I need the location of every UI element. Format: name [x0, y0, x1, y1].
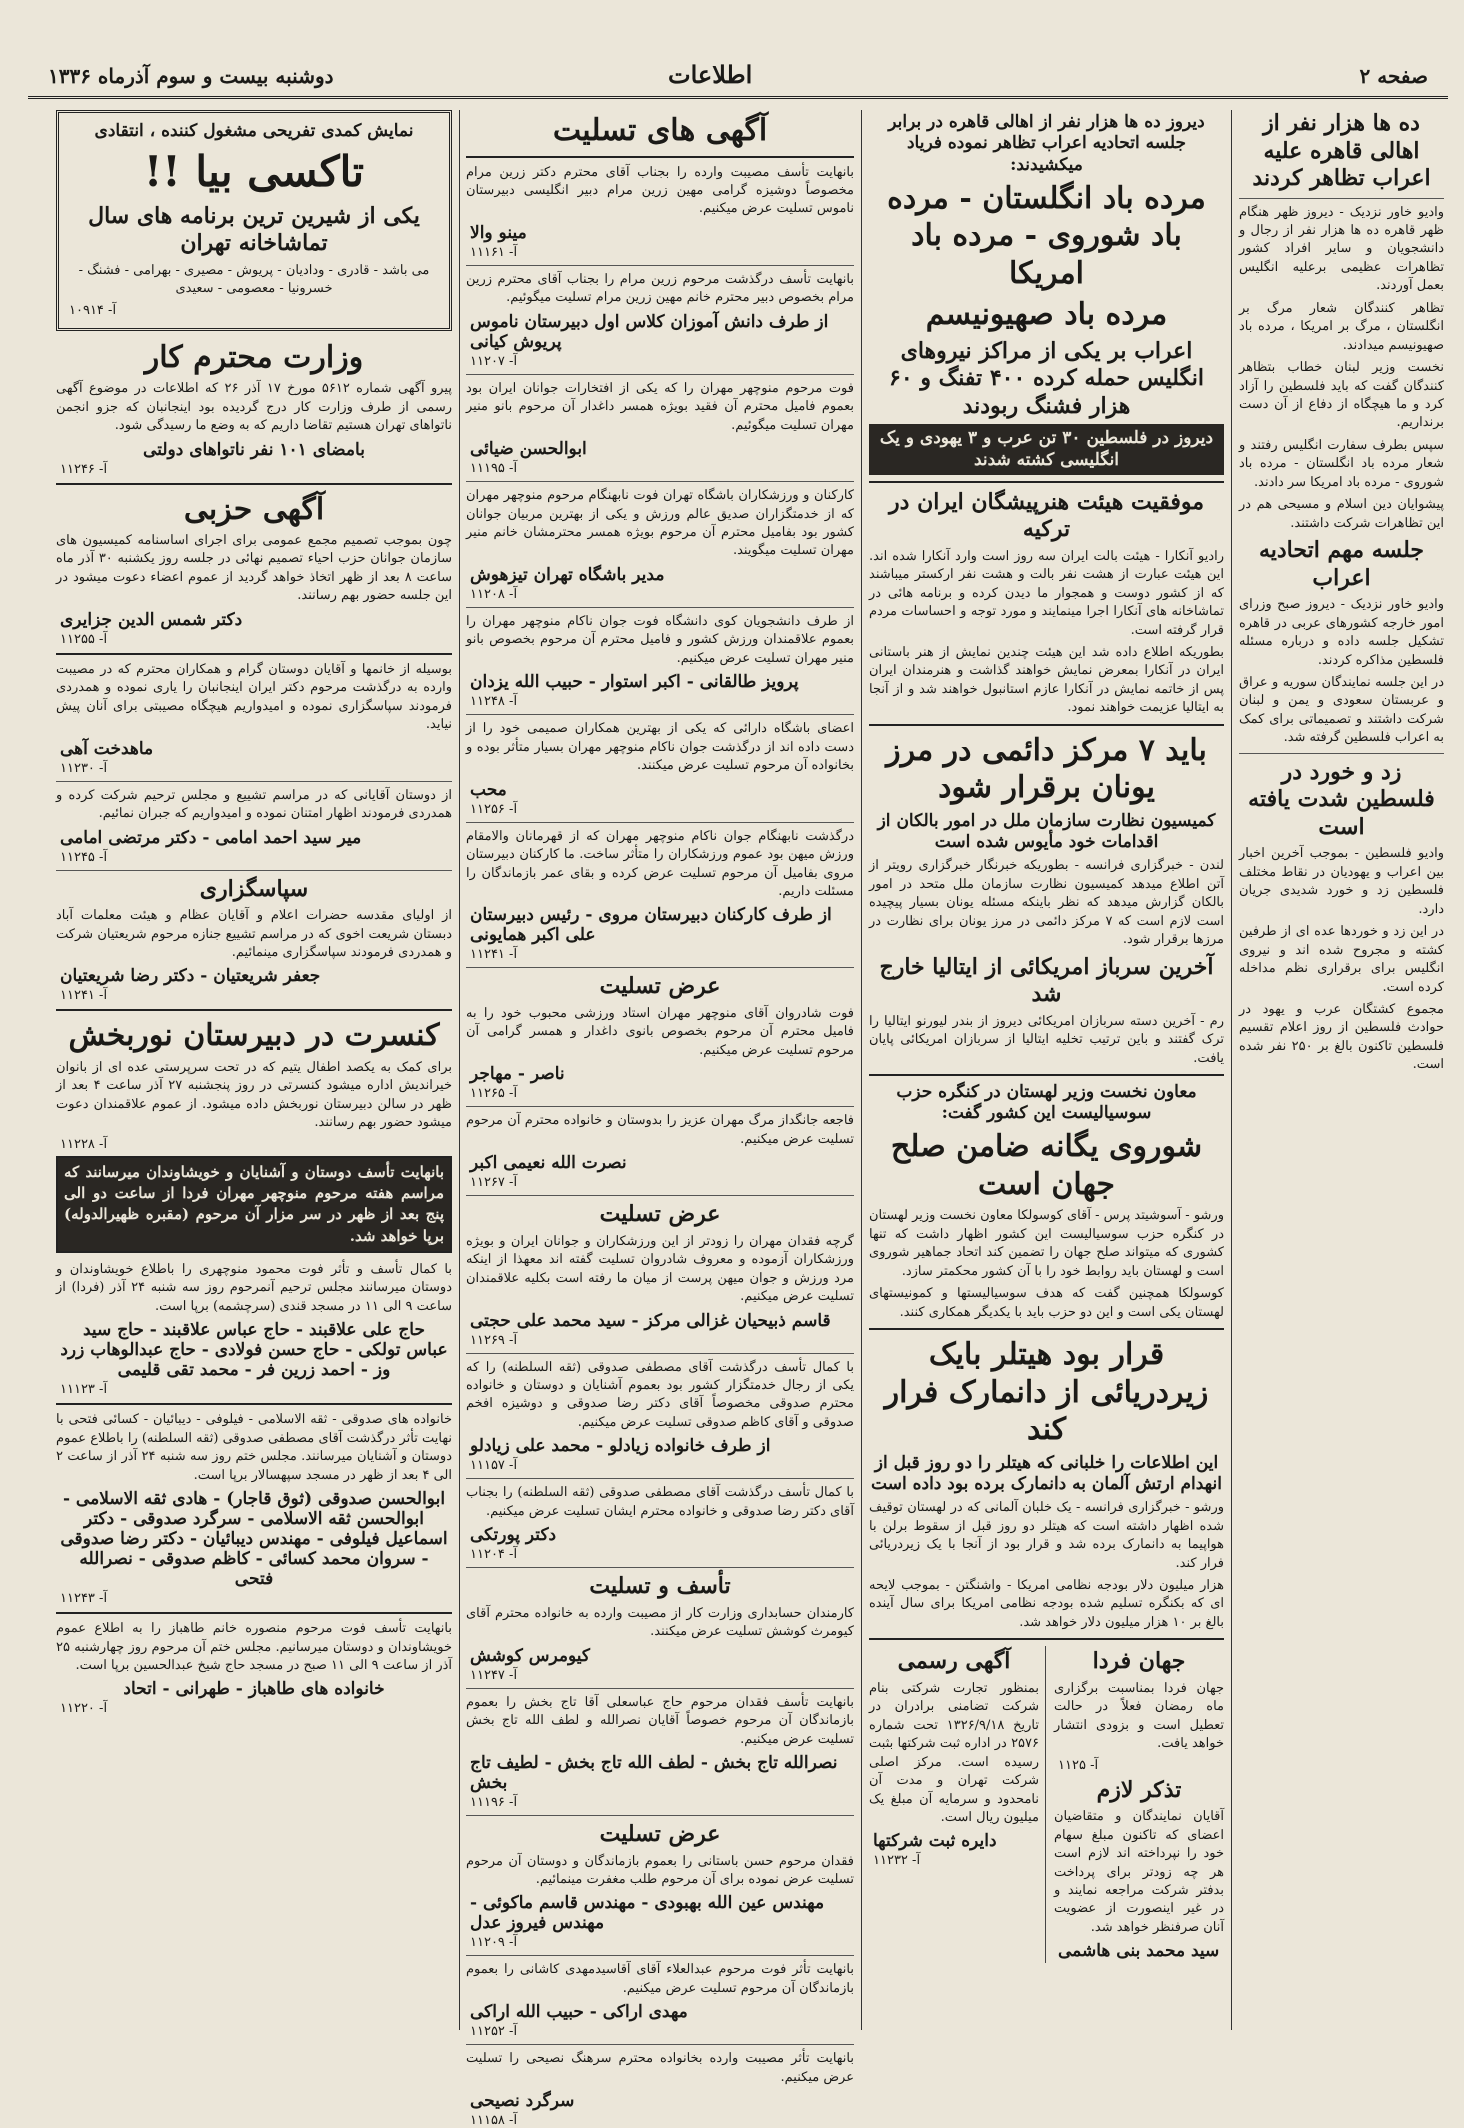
divider: [466, 156, 854, 158]
notice-title: تذکر لازم: [1096, 1776, 1182, 1803]
notice-title: آگهی رسمی: [897, 1648, 1011, 1675]
ad-text: بانهایت تأسف درگذشت مرحوم زرین مرام را بجناب آقای محترم زرین مرام بخصوص دبیر محترم خانم مهین زرین مرام تسلیت میگوئیم.: [466, 271, 854, 306]
ad-code: آ- ۱۱۲۰۹: [470, 1935, 518, 1951]
theatre-subtitle: یکی از شیرین ترین برنامه های سال تماشاخانه تهران: [88, 202, 420, 257]
signature: ناصر - مهاجر: [470, 1064, 565, 1085]
ad-code: آ- ۱۱۲۶۵: [470, 1086, 518, 1102]
theatre-kicker: نمایش کمدی تفریحی مشغول کننده ، انتقادی: [94, 121, 414, 141]
ad-code: آ- ۱۱۲۳۲: [873, 1853, 921, 1869]
signature: از طرف کارکنان دبیرستان مروی - رئیس دبیرستان علی اکبر همایونی: [470, 905, 832, 946]
ad-text: از طرف دانشجویان کوی دانشگاه فوت جوان ناکام منوچهر مهران را بعموم علاقمندان ورزش کشور و فامیل محترم آن مرحوم بخصوص بانو منیر مهران تسلیت عرض میکنیم.: [466, 613, 854, 666]
ad-text: با کمال تأسف درگذشت آقای مصطفی صدوقی (ثقه السلطنه) را که یکی از رجال خدمتگزار کشور بود بعموم آشنایان و دوستان و خانواده محترم صدوقی مخصوصاً آقای دکتر رضا صدوقی و دوشیزه افخم صدوقی و آقای کاظم صدوقی تسلیت عرض میکنیم.: [466, 1359, 854, 1430]
memorial-text: بانهایت تأسف دوستان و آشنایان و خویشاوندان میرسانند که مراسم هفته مرحوم منوچهر مهران فردا از ساعت دو الی پنج بعد از ظهر در سر مزار آن مرحوم (مقبره ظهیرالدوله) برپا خواهد شد.: [64, 1162, 444, 1245]
divider: [466, 265, 854, 266]
headline-deck: دیروز در فلسطین ۳۰ تن عرب و ۳ یهودی و یک انگلیسی کشته شدند: [869, 424, 1224, 475]
signature: از طرف دانش آموزان کلاس اول دبیرستان ناموس پریوش کیانی: [470, 311, 829, 352]
divider: [869, 1328, 1224, 1330]
newspaper-name: اطلاعات: [668, 60, 753, 89]
notice-title: وزارت محترم کار: [144, 339, 364, 375]
ad-code: آ- ۱۱۱۵۷: [470, 1458, 518, 1474]
ad-text: فقدان مرحوم حسن باستانی را بعموم بازماندگان و دوستان آن مرحوم تسلیت عرض نموده برای آن مرحوم طلب مغفرت مینمائیم.: [466, 1853, 854, 1887]
signature: ابوالحسن صدوقی (ثوق قاجار) - هادی ثقه الاسلامی - ابوالحسن ثقه الاسلامی - سرگرد صدوقی - دکتر اسماعیل فیلوفی - مهندس دیبائیان - دکتر رضا صدوقی - سروان محمد کسائی - کاظم صدوقی - نصرالله فتحی: [60, 1489, 448, 1590]
signature: جعفر شریعتیان - دکتر رضا شریعتیان: [60, 966, 321, 987]
signature: کیومرس کوشش: [470, 1645, 590, 1666]
ad-code: آ- ۱۱۲۴۶: [60, 461, 108, 477]
paragraph: چون بموجب تصمیم مجمع عمومی برای اجرای اساسنامه کمیسیون های سازمان جوانان حزب احیاء تصمیم نهائی در جلسه روز یکشنبه ۳۰ آذر ماه ساعت ۸ بعد از ظهر اتخاذ خواهد گردید از عموم اعضاء دعوت میشود در این جلسه حضور بهم رسانند.: [56, 533, 453, 604]
paragraph: هزار میلیون دلار بودجه نظامی امریکا - واشنگتن - بموجب لایحه ای که بکنگره تسلیم شده بودجه نظامی امریکا برای سال آینده بالغ بر ۱۰ هزار میلیون دلار خواهد شد.: [869, 1577, 1224, 1630]
divider: [466, 822, 854, 823]
signature: نصرت الله نعیمی اکبر: [470, 1153, 627, 1174]
ad-text: بانهایت تأسف فقدان مرحوم حاج عباسعلی آقا تاج بخش را بعموم بازماندگان آن مرحوم خصوصاً آقایان نصرالله و لطف الله تاج بخش تسلیت عرض میکنیم.: [466, 1694, 854, 1747]
signature: مدیر باشگاه تهران تیزهوش: [470, 564, 665, 585]
signature: مینو والا: [470, 222, 527, 243]
ad-code: آ- ۱۱۲۰۷: [470, 353, 518, 369]
cairo-headline: ده ها هزار نفر از اهالی قاهره علیه اعراب تظاهر کردند: [1252, 110, 1431, 191]
ad-code: آ- ۱۱۲۴۷: [470, 1667, 518, 1683]
ad-code: آ- ۱۱۱۶۱: [470, 244, 518, 260]
paragraph: پیرو آگهی شماره ۵۶۱۲ مورخ ۱۷ آذر ۲۶ که اطلاعات در موضوع آگهی رسمی از طرف وزارت کار درج گردیده بود اینجانبان که جزو انجمن ناتواهای تهران هستیم تقاضا داریم که به وضع ما رسیدگی شود.: [56, 381, 452, 434]
divider: [466, 374, 854, 375]
story-deck: کمیسیون نظارت سازمان ملل در امور بالکان از اقدامات خود مأیوس شده است: [877, 810, 1216, 853]
ad-title: عرض تسلیت: [599, 1821, 721, 1848]
signature: دکتر شمس الدین جزایری: [60, 609, 243, 630]
notice: [869, 1646, 1046, 1963]
signature: ابوالحسن ضیائی: [470, 439, 587, 460]
divider: [869, 1638, 1224, 1640]
signature: سرگرد نصیحی: [470, 2091, 575, 2112]
paragraph: لندن - خبرگزاری فرانسه - بطوریکه خبرنگار خبرگزاری رویتر از آتن اطلاع میدهد کمیسیون نظارت سازمان ملل متحد در امور بالکان گزارش میدهد که نظر باینکه مسئله یونان بسیار پیچیده است لازم است که ۷ مرکز دائمی در مرز یونان برای نظارت در مرزها برقرار شود.: [869, 858, 1224, 948]
divider: [466, 2044, 854, 2045]
signature: دکتر پورتکی: [470, 1525, 557, 1546]
story-title: آخرین سرباز امریکائی از ایتالیا خارج شد: [879, 953, 1214, 1008]
divider: [466, 1688, 854, 1689]
paragraph: بوسیله از خانمها و آقایان دوستان گرام و همکاران محترم که در مصیبت وارده به درگذشت مرحوم دکتر ایران اینجانبان را یاری نموده و همدردی فرمودند سپاسگزاری نموده و امیدواریم هیچگاه مصیبتی برای آنان پیش نیاید.: [56, 661, 452, 733]
subheading: جلسه مهم اتحادیه اعراب: [1258, 537, 1425, 591]
paragraph: وادیو خاور نزدیک - دیروز ظهر هنگام ظهر قاهره ده ها هزار نفر از رجال و دانشجویان و سایر افراد کشور تظاهرات عظیمی برعلیه انگلیس بعمل آوردند.: [1239, 204, 1444, 294]
paragraph: وادیو فلسطین - بموجب آخرین اخبار بین اعراب و یهودیان در نقاط مختلف فلسطین زد و خورد شدیدی جریان دارد.: [1239, 846, 1444, 917]
notice-title: سپاسگزاری: [199, 875, 309, 902]
theatre-ad: [56, 110, 452, 331]
column-divider: [459, 110, 460, 2030]
notice-title: کنسرت در دبیرستان نوربخش: [68, 1018, 440, 1054]
ad-title: عرض تسلیت: [599, 973, 721, 1000]
main-headline-3: اعراب بر یکی از مراکز نیروهای انگلیس حمله کرده ۴۰۰ تفنگ و ۶۰ هزار فشنگ ربودند: [889, 337, 1204, 419]
notice: [1054, 1646, 1224, 1963]
ad-title: عرض تسلیت: [599, 1201, 721, 1228]
notices-column: [56, 110, 452, 2030]
paragraph: بمنظور تجارت شرکتی بنام شرکت تضامنی برادران در تاریخ ۱۳۲۶/۹/۱۸ تحت شماره ۲۵۷۶ در اداره ثبت شرکتها بثبت رسیده است. مرکز اصلی شرکت تهران و مدت آن نامحدود و سرمایه آن مبلغ یک میلیون ریال است.: [869, 1680, 1040, 1826]
notice-title: آگهی حزبی: [183, 491, 325, 527]
divider: [466, 967, 854, 968]
paragraph: کوسولکا همچنین گفت که هدف سوسیالیستها و کمونیستهای لهستان یکی است و این دو حزب باید با یکدیگر همکاری کنند.: [869, 1286, 1224, 1320]
paragraph: سپس بطرف سفارت انگلیس رفتند و شعار مرده باد انگلستان - مرده باد شوروی - مرده باد امریکا سر دادند.: [1239, 437, 1444, 490]
divider: [56, 1612, 452, 1614]
main-headline: مرده باد انگلستان - مرده باد شوروی - مرده باد امریکا: [887, 180, 1206, 291]
paragraph: نخست وزیر لبنان خطاب بتظاهر کنندگان گفت که باید فلسطین را آزاد کرد و ما هیچگاه از دفاع از آن دست برنداریم.: [1239, 360, 1444, 431]
signature: سید محمد بنی هاشمی: [1058, 1941, 1220, 1962]
divider: [466, 714, 854, 715]
ad-code: آ- ۱۰۹۱۴: [69, 302, 117, 318]
signature: بامضای ۱۰۱ نفر ناتواهای دولتی: [143, 439, 365, 460]
notice-row: [869, 1646, 1224, 1963]
story-title: قرار بود هیتلر بایک زیردریائی از دانمارک فرار کند: [884, 1337, 1209, 1448]
paragraph: ورشو - آسوشیتد پرس - آقای کوسولکا معاون نخست وزیر لهستان در کنگره حزب سوسیالیست این کشور اظهار داشت که تنها کشوری که میتواند صلح جهان را تضمین کند اتحاد جماهیر شوروی است و لهستان باید روابط خود را با آن کشور محکمتر سازد.: [868, 1208, 1224, 1279]
story-title: باید ۷ مرکز دائمی در مرز یونان برقرار شود: [886, 732, 1207, 806]
divider: [1239, 753, 1444, 754]
ad-code: آ- ۱۱۲۵۶: [470, 801, 518, 817]
ad-code: آ- ۱۱۲۲۰: [60, 1701, 108, 1717]
news-column-main: [869, 110, 1224, 2030]
paragraph: برای کمک به یکصد اطفال یتیم که در تحت سرپرستی عده ای از بانوان خیراندیش اداره میشود کنسرتی در روز پنجشنبه ۲۷ آذر ساعت ۴ بعد از ظهر در سالن دبیرستان نوربخش داده میشود. از عموم علاقمندان دعوت میشود حضور بهم رسانند.: [56, 1059, 453, 1131]
ad-text: درگذشت نابهنگام جوان ناکام منوچهر مهران که از قهرمانان والامقام ورزش میهن بود عموم ورزشکاران را متأثر ساخت. ما کارکنان دبیرستان مروی بفامیل آن مرحوم تسلیت عرض کرده و بقای عمر بازماندگان را مسئلت داریم.: [466, 828, 854, 900]
signature: پرویز طالقانی - اکبر استوار - حبیب الله یزدان: [470, 672, 799, 693]
paragraph: بانهایت تأسف فوت مرحوم منصوره خانم طاهباز را به اطلاع عموم خویشاوندان و دوستان میرسانیم. مجلس ختم آن مرحوم روز چهارشنبه ۲۵ آذر از ساعت ۹ الی ۱۱ صبح در مسجد حاج شیخ عبدالحسین برپا است.: [56, 1621, 452, 1673]
ad-title: تأسف و تسلیت: [589, 1573, 731, 1600]
divider: [56, 483, 452, 485]
divider: [56, 1009, 452, 1011]
notice-title: جهان فردا: [1092, 1648, 1186, 1675]
paragraph: آقایان نمایندگان و متقاضیان اعضای که تاکنون مبلغ سهام خود را نپرداخته اند لازم است هر چه زودتر برای پرداخت بدفتر شرکت مراجعه نمایند و در غیر اینصورت از عضویت آنان صرفنظر خواهد شد.: [1054, 1809, 1224, 1935]
masthead: [28, 56, 1448, 99]
ad-code: آ- ۱۱۲۶۹: [470, 1332, 518, 1348]
ad-text: اعضای باشگاه دارائی که یکی از بهترین همکاران صمیمی خود را از دست داده اند از درگذشت جوان ناکام منوچهر مهران بسیار متأثر بوده و بخانواده آن مرحوم تسلیت عرض میکنند.: [466, 721, 854, 774]
condolence-column: [466, 110, 854, 2128]
ad-text: گرچه فقدان مهران را زودتر از این ورزشکاران و جوانان ایران و بویژه ورزشکاران آزموده و معروف شادروان تسلیت گفته اند معهذا از اینکه مرد ورزش و جوان میهن پرست از میان ما رفته است بکلیه علاقمندان تسلیت عرض میکنیم.: [466, 1233, 854, 1305]
divider: [1239, 198, 1444, 199]
paragraph: بطوریکه اطلاع داده شد این هیئت چندین نمایش از هنر باستانی ایران در آنکارا بمعرض نمایش خواهند گذاشت و هنرمندان ایران پس از خاتمه نمایش در آنکارا عازم استانبول خواهند شد و از آنجا به ایتالیا عزیمت خواهند نمود.: [869, 645, 1224, 716]
theatre-title: تاکسی بیا !!: [143, 147, 365, 197]
main-headline-2: مرده باد صهیونیسم: [925, 297, 1168, 333]
paragraph: پیشوایان دین اسلام و مسیحی هم در این تظاهرات شرکت داشتند.: [1239, 497, 1444, 531]
paragraph: در این زد و خوردها عده ای از طرفین کشته و مجروح شده اند و نیروی انگلیس برای برقراری نظم مداخله کرده است.: [1239, 924, 1444, 995]
divider: [466, 481, 854, 482]
ad-code: آ- ۱۱۲۴۱: [60, 988, 108, 1004]
divider: [466, 1478, 854, 1479]
ad-code: آ- ۱۱۲۴۵: [60, 849, 108, 865]
ad-code: آ- ۱۱۲۶۷: [470, 1175, 518, 1191]
signature: مهدی اراکی - حبیب الله اراکی: [470, 2002, 688, 2023]
news-column-cairo: [1239, 110, 1444, 2030]
ad-text: کارمندان حسابداری وزارت کار از مصیبت وارده به خانواده محترم آقای کیومرث کوشش تسلیت عرض میکنند.: [466, 1605, 854, 1640]
signature: خانواده های طاهباز - طهرانی - اتحاد: [123, 1679, 385, 1700]
divider: [56, 1403, 452, 1405]
ad-code: آ- ۱۱۲۰۸: [470, 586, 518, 602]
divider: [466, 607, 854, 608]
paragraph: با کمال تأسف و تأثر فوت محمود منوچهری را باطلاع خویشاوندان و دوستان میرسانند مجلس ترحیم آنمرحوم روز سه شنبه ۲۴ آذر (فردا) از ساعت ۹ الی ۱۱ در مسجد قندی (سرچشمه) برپا است.: [56, 1261, 452, 1314]
divider: [56, 653, 452, 655]
headline-kicker: دیروز ده ها هزار نفر از اهالی قاهره در برابر جلسه اتحادیه اعراب تظاهر نموده فریاد میکشیدند:: [888, 112, 1205, 175]
paragraph: رادیو آنکارا - هیئت بالت ایران سه روز است وارد آنکارا شده اند. این هیئت عبارت از هشت نفر بالت و هشت نفر ارکستر میباشند که از کشور دوست و همجوار ما دیدن کرده و برنامه هائی در تماشاخانه های آنکارا اجرا مینمایند و مورد توجه و احساسات مردم قرار گرفته است.: [869, 548, 1224, 638]
paragraph: مجموع کشتگان عرب و یهود در حوادث فلسطین از روز اعلام تقسیم فلسطین تاکنون بالغ بر ۲۵۰ نفر شده است.: [1239, 1001, 1444, 1073]
ad-text: بانهایت تأثر مصیبت وارده بخانواده محترم سرهنگ نصیحی را تسلیت عرض میکنیم.: [466, 2051, 854, 2085]
memorial-notice: [56, 1156, 452, 1253]
signature: محب: [470, 779, 507, 800]
ad-code: آ- ۱۱۱۲۳: [60, 1382, 108, 1398]
signature: ماهدخت آهی: [60, 738, 154, 759]
ad-code: آ- ۱۱۲۵: [1058, 1757, 1099, 1773]
ad-code: آ- ۱۱۱۹۵: [470, 461, 518, 477]
signature: نصرالله تاج بخش - لطف الله تاج بخش - لطیف تاج بخش: [470, 1753, 838, 1794]
divider: [869, 724, 1224, 726]
paragraph: از دوستان آقایانی که در مراسم تشییع و مجلس ترحیم شرکت کرده و همدردی فرمودند اظهار امتنان نموده و امیدواریم که جبران نمائیم.: [56, 787, 452, 822]
story-deck: این اطلاعات را خلبانی که هیتلر را دو روز قبل از انهدام ارتش آلمان به دانمارک برده بود داده است: [871, 1452, 1222, 1494]
ad-code: آ- ۱۱۲۵۲: [470, 2024, 518, 2040]
paragraph: وادیو خاور نزدیک - دیروز صبح وزرای امور خارجه کشورهای عربی در قاهره تشکیل جلسه داده و درباره مسئله فلسطین مذاکره کردند.: [1239, 597, 1444, 668]
signature: دایره ثبت شرکتها: [873, 1831, 997, 1852]
paragraph: تظاهر کنندگان شعار مرگ بر انگلستان ، مرگ بر امریکا ، مرده باد صهیونیسم میدادند.: [1239, 300, 1444, 353]
section-title: آگهی های تسلیت: [552, 113, 768, 148]
ad-code: آ- ۱۱۲۴۳: [60, 1591, 108, 1607]
issue-date: دوشنبه بیست و سوم آذرماه ۱۳۳۶: [48, 64, 334, 88]
divider: [466, 1567, 854, 1568]
divider: [466, 1353, 854, 1354]
story-kicker: معاون نخست وزیر لهستان در کنگره حزب سوسیالیست این کشور گفت:: [896, 1081, 1197, 1124]
ad-code: آ- ۱۱۲۴۸: [470, 694, 518, 710]
divider: [466, 1106, 854, 1107]
story-title: شوروی یگانه ضامن صلح جهان است: [890, 1129, 1203, 1202]
paragraph: خانواده های صدوقی - ثقه الاسلامی - فیلوفی - دیبائیان - کسائی فتحی با نهایت تأثر درگذشت آقای مصطفی صدوقی (ثقه السلطنه) را باطلاع عموم دوستان و آشنایان میرسانند. مجلس ختم روز سه شنبه ۲۴ آذر از ساعت ۲ الی ۴ بعد از ظهر در مسجد سپهسالار برپا است.: [56, 1412, 452, 1483]
divider: [869, 1074, 1224, 1076]
signature: از طرف خانواده زیادلو - محمد علی زیادلو: [470, 1436, 771, 1457]
story-title: موفقیت هیئت هنرپیشگان ایران در ترکیه: [889, 488, 1204, 543]
theatre-cast: می باشد - قادری - ودادیان - پریوش - مصیری - بهرامی - فشنگ - خسرونیا - معصومی - سعیدی: [78, 262, 430, 297]
subheading: زد و خورد در فلسطین شدت یافته است: [1248, 758, 1435, 840]
ad-text: بانهایت تأسف مصیبت وارده را بجناب آقای محترم دکتر زرین مرام مخصوصاً دوشیزه گرامی مهین زرین مرام دبیر انگلیسی دبیرستان ناموس تسلیت عرض میکنیم.: [466, 164, 854, 217]
ad-text: فوت مرحوم منوچهر مهران را که یکی از افتخارات جوانان ایران بود بعموم فامیل محترم آن فقید بویژه همسر داغدار آن مرحوم بانو منیر مهران تسلیت میگوئیم.: [466, 380, 854, 433]
ad-code: آ- ۱۱۲۵۵: [60, 631, 108, 647]
paragraph: جهان فردا بمناسبت برگزاری ماه رمضان فعلاً در حالت تعطیل است و بزودی انتشار خواهد یافت.: [1054, 1680, 1224, 1752]
signature: قاسم ذبیحیان غزالی مرکز - سید محمد علی حجتی: [470, 1310, 831, 1331]
divider: [56, 870, 452, 871]
column-divider: [1231, 110, 1232, 2030]
divider: [466, 1955, 854, 1956]
signature: حاج علی علاقبند - حاج عباس علاقبند - حاج سید عباس تولکی - حاج حسن فولادی - حاج عبدالوهاب زرد وز - احمد زرین فر - محمد تقی قلیمی: [60, 1320, 448, 1381]
paragraph: از اولیای مقدسه حضرات اعلام و آقایان عظام و هیئت معلمات آباد دبستان شریعت اخوی که در مراسم تشییع جنازه مرحوم شریعتیان شرکت و همدردی فرمودند سپاسگزاری مینمائیم.: [56, 908, 452, 960]
paragraph: رم - آخرین دسته سربازان امریکائی دیروز از بندر لیورنو ایتالیا را ترک گفتند و باین ترتیب تخلیه ایتالیا از سربازان امریکائی پایان یافت.: [869, 1013, 1224, 1066]
paragraph: در این جلسه نمایندگان سوریه و عراق و عربستان سعودی و یمن و لبنان شرکت داشتند و تصمیماتی برای کمک به اعراب فلسطین گرفته شد.: [1239, 675, 1444, 746]
signature: میر سید احمد امامی - دکتر مرتضی امامی: [60, 827, 362, 848]
ad-code: آ- ۱۱۲۰۴: [470, 1547, 518, 1563]
ad-text: بانهایت تأثر فوت مرحوم عبدالعلاء آقای آقاسیدمهدی کاشانی را بعموم بازماندگان آن مرحوم تسلیت عرض میکنیم.: [466, 1962, 854, 1996]
ad-code: آ- ۱۱۱۵۸: [470, 2113, 518, 2128]
divider: [869, 481, 1224, 483]
ad-code: آ- ۱۱۱۹۶: [470, 1795, 518, 1811]
paragraph: ورشو - خبرگزاری فرانسه - یک خلبان آلمانی که در لهستان توقیف شده اظهار داشته است که هیتلر دو روز قبل از سقوط برلن با هواپیما به دانمارک برده شد و قرار بود از آنجا با یک زیردریائی فرار کند.: [869, 1500, 1224, 1571]
divider: [466, 1195, 854, 1196]
column-divider: [861, 110, 862, 2030]
ad-text: فاجعه جانگداز مرگ مهران عزیز را بدوستان و خانواده محترم آن مرحوم تسلیت عرض میکنیم.: [466, 1113, 854, 1147]
ad-text: کارکنان و ورزشکاران باشگاه تهران فوت نابهنگام مرحوم منوچهر مهران که از خدمتگزاران صدیق عالم ورزش و یکی از بهترین مربیان جوانان کشور بود بفامیل محترم آن مرحوم بویژه همسر محترمشان خانم منیر مهران تسلیت میگویند.: [466, 488, 854, 559]
ad-code: آ- ۱۱۲۳۰: [60, 760, 108, 776]
page-number: صفحه ۲: [1359, 64, 1428, 88]
ad-text: فوت شادروان آقای منوچهر مهران استاد ورزشی محبوب خود را به فامیل محترم آن مرحوم بخصوص بانوی داغدار و همسر گرامی آن مرحوم تسلیت عرض میکنیم.: [466, 1005, 854, 1058]
divider: [466, 1815, 854, 1816]
divider: [56, 781, 452, 782]
ad-code: آ- ۱۱۲۴۱: [470, 947, 518, 963]
ad-code: آ- ۱۱۲۲۸: [60, 1136, 108, 1152]
signature: مهندس عین الله بهبودی - مهندس قاسم ماکوئی - مهندس فیروز عدل: [470, 1893, 825, 1934]
ad-text: با کمال تأسف درگذشت آقای مصطفی صدوقی (ثقه السلطنه) را بجناب آقای دکتر رضا صدوقی و خانواده محترم ایشان تسلیت عرض میکنیم.: [466, 1485, 854, 1519]
